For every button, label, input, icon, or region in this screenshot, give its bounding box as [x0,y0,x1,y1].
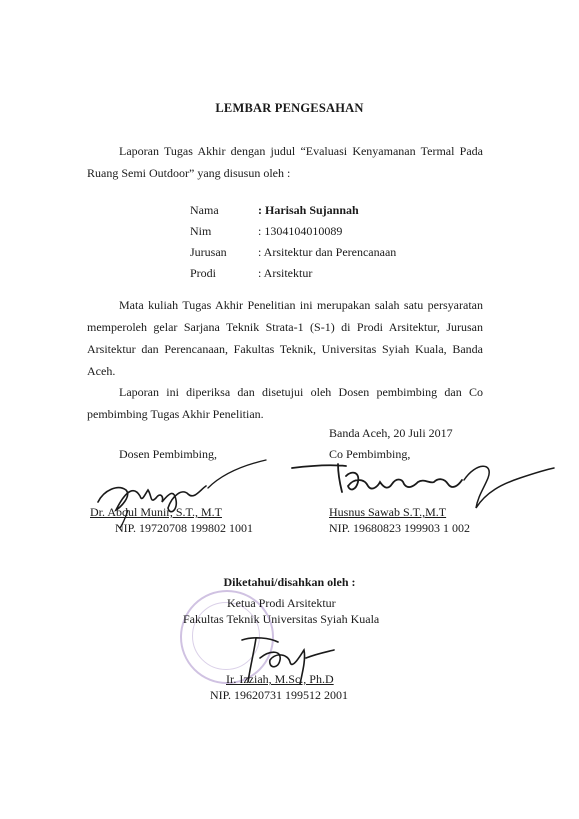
identity-value-prodi: : Arsitektur [258,266,313,280]
approval-line-2: pembimbing Tugas Akhir Penelitian. [87,407,264,421]
requirement-line-1: Mata kuliah Tugas Akhir Penelitian ini merupakan salah satu persyaratan [119,298,483,312]
requirement-line-2: memperoleh gelar Sarjana Teknik Strata-1 (S-1) di Prodi Arsitektur, Jurusan [87,320,483,334]
co-advisor-name: Husnus Sawab S.T.,M.T [329,505,447,519]
intro-paragraph [87,140,483,184]
advisor-name: Dr. Abdul Munir, S.T., M.T [90,505,222,519]
identity-label: Jurusan [190,245,227,259]
approval-line-1: Laporan ini diperiksa dan disetujui oleh Dosen pembimbing dan Co [119,385,483,399]
requirement-line-4: Aceh. [87,364,116,378]
co-advisor-nip: NIP. 19680823 199903 1 002 [329,521,471,535]
approval-paragraph [87,381,483,425]
requirement-line-3: Arsitektur dan Perencanaan, Fakultas Teknik, Universitas Syiah Kuala, Banda [87,342,483,356]
identity-value-name: : Harisah Sujannah [258,203,359,217]
advisor-nip: NIP. 19720708 199802 1001 [115,521,254,535]
advisor-role: Dosen Pembimbing, [119,447,217,461]
intro-line-2: Ruang Semi Outdoor” yang disusun oleh : [87,166,291,180]
place-date: Banda Aceh, 20 Juli 2017 [329,426,453,440]
identity-value-jurusan: : Arsitektur dan Perencanaan [258,245,397,259]
identity-label: Prodi [190,266,217,280]
head-nip: NIP. 19620731 199512 2001 [210,688,349,702]
faculty-name: Fakultas Teknik Universitas Syiah Kuala [183,612,380,626]
page-title: LEMBAR PENGESAHAN [215,101,364,115]
identity-label: Nim [190,224,212,238]
head-role: Ketua Prodi Arsitektur [227,596,336,610]
intro-line-1: Laporan Tugas Akhir dengan judul “Evaluasi Kenyamanan Termal Pada [119,144,483,158]
approval-heading: Diketahui/disahkan oleh : [223,575,356,589]
identity-value-nim: : 1304104010089 [258,224,343,238]
head-name: Ir. Izziah, M.Sc., Ph.D [226,672,334,686]
co-advisor-role: Co Pembimbing, [329,447,411,461]
requirement-paragraph [87,294,483,382]
identity-label: Nama [190,203,219,217]
